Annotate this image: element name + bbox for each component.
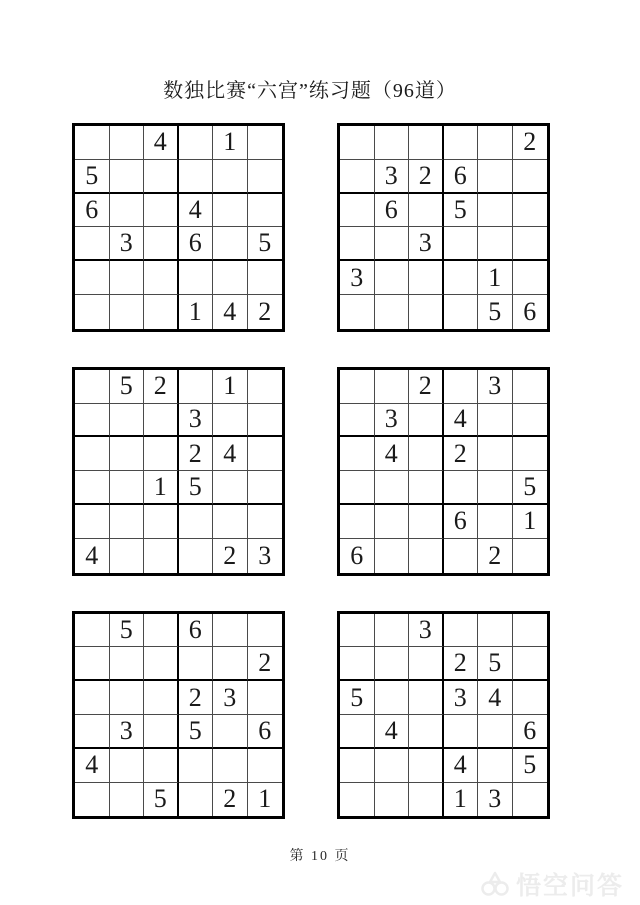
sudoku-cell xyxy=(513,404,548,438)
sudoku-cell xyxy=(340,614,375,648)
sudoku-cell: 5 xyxy=(179,715,214,749)
sudoku-cell xyxy=(144,404,179,438)
sudoku-cell xyxy=(375,783,410,817)
sudoku-cell xyxy=(478,227,513,261)
sudoku-cell xyxy=(513,647,548,681)
sudoku-cell xyxy=(444,295,479,329)
sudoku-cell xyxy=(213,505,248,539)
sudoku-cell xyxy=(75,437,110,471)
sudoku-cell xyxy=(75,227,110,261)
sudoku-cell xyxy=(144,437,179,471)
sudoku-cell xyxy=(375,295,410,329)
sudoku-cell: 1 xyxy=(213,126,248,160)
sudoku-cell: 5 xyxy=(179,471,214,505)
sudoku-cell: 4 xyxy=(75,749,110,783)
sudoku-cell: 6 xyxy=(248,715,283,749)
sudoku-cell xyxy=(513,539,548,573)
sudoku-cell xyxy=(444,715,479,749)
sudoku-cell xyxy=(444,471,479,505)
sudoku-cell xyxy=(213,614,248,648)
sudoku-cell xyxy=(75,681,110,715)
sudoku-cell: 3 xyxy=(478,370,513,404)
sudoku-cell xyxy=(478,749,513,783)
sudoku-cell xyxy=(144,160,179,194)
sudoku-cell: 4 xyxy=(213,437,248,471)
sudoku-cell: 2 xyxy=(444,647,479,681)
sudoku-cell xyxy=(75,404,110,438)
sudoku-cell xyxy=(179,160,214,194)
sudoku-cell xyxy=(375,647,410,681)
sudoku-cell xyxy=(375,261,410,295)
sudoku-cell xyxy=(444,539,479,573)
sudoku-cell xyxy=(248,681,283,715)
sudoku-cell xyxy=(444,261,479,295)
sudoku-cell xyxy=(248,370,283,404)
sudoku-cell xyxy=(110,261,145,295)
sudoku-cell xyxy=(144,647,179,681)
sudoku-cell: 2 xyxy=(213,783,248,817)
sudoku-cell xyxy=(144,749,179,783)
sudoku-cell xyxy=(375,126,410,160)
sudoku-cell xyxy=(75,261,110,295)
sudoku-cell xyxy=(248,749,283,783)
sudoku-cell xyxy=(478,505,513,539)
sudoku-cell: 6 xyxy=(444,505,479,539)
page-number: 第 10 页 xyxy=(289,849,351,864)
sudoku-cell xyxy=(409,783,444,817)
sudoku-cell: 6 xyxy=(444,160,479,194)
sudoku-cell: 1 xyxy=(478,261,513,295)
sudoku-cell xyxy=(340,647,375,681)
sudoku-cell xyxy=(110,647,145,681)
sudoku-cell xyxy=(179,783,214,817)
sudoku-cell: 2 xyxy=(409,160,444,194)
sudoku-cell xyxy=(248,194,283,228)
sudoku-cell: 5 xyxy=(144,783,179,817)
sudoku-cell: 3 xyxy=(110,715,145,749)
sudoku-cell xyxy=(478,715,513,749)
sudoku-cell: 3 xyxy=(409,227,444,261)
sudoku-cell: 2 xyxy=(409,370,444,404)
sudoku-cell xyxy=(340,126,375,160)
sudoku-cell: 5 xyxy=(513,749,548,783)
sudoku-cell xyxy=(75,471,110,505)
sudoku-cell: 1 xyxy=(513,505,548,539)
sudoku-cell xyxy=(248,437,283,471)
sudoku-cell xyxy=(513,261,548,295)
sudoku-cell: 3 xyxy=(340,261,375,295)
sudoku-cell xyxy=(213,715,248,749)
sudoku-cell xyxy=(144,715,179,749)
sudoku-cell: 4 xyxy=(444,749,479,783)
sudoku-cell xyxy=(144,614,179,648)
sudoku-cell: 3 xyxy=(478,783,513,817)
sudoku-cell xyxy=(409,295,444,329)
watermark-text: 悟空问答 xyxy=(515,873,624,900)
sudoku-cell xyxy=(478,404,513,438)
sudoku-cell xyxy=(340,295,375,329)
sudoku-cell xyxy=(179,539,214,573)
sudoku-cell: 6 xyxy=(340,539,375,573)
sudoku-cell: 2 xyxy=(478,539,513,573)
sudoku-cell: 1 xyxy=(258,784,272,814)
sudoku-cell xyxy=(375,681,410,715)
sudoku-cell xyxy=(144,681,179,715)
sudoku-cell: 2 xyxy=(144,370,179,404)
sudoku-cell: 5 xyxy=(110,614,145,648)
sudoku-cell xyxy=(340,437,375,471)
sudoku-grid-2 xyxy=(337,123,550,332)
sudoku-cell xyxy=(248,471,283,505)
sudoku-cell xyxy=(110,681,145,715)
sudoku-cell: 2 xyxy=(179,437,214,471)
page-title: 数独比赛“六宫”练习题（96道） xyxy=(163,80,457,102)
sudoku-cell: 6 xyxy=(523,296,537,326)
sudoku-cell xyxy=(409,126,444,160)
sudoku-grid-3 xyxy=(72,367,285,576)
sudoku-cell xyxy=(110,539,145,573)
sudoku-cell xyxy=(375,505,410,539)
sudoku-cell xyxy=(340,505,375,539)
sudoku-grid-6 xyxy=(337,611,550,820)
sudoku-cell: 5 xyxy=(75,160,110,194)
sudoku-cell xyxy=(75,647,110,681)
sudoku-cell: 5 xyxy=(340,681,375,715)
sudoku-cell xyxy=(409,437,444,471)
sudoku-cell xyxy=(478,160,513,194)
sudoku-cell xyxy=(144,261,179,295)
sudoku-cell xyxy=(110,749,145,783)
sudoku-cell xyxy=(478,194,513,228)
sudoku-cell xyxy=(340,783,375,817)
sudoku-cell: 5 xyxy=(513,471,548,505)
sudoku-cell xyxy=(110,471,145,505)
sudoku-cell: 6 xyxy=(513,715,548,749)
sudoku-cell xyxy=(513,783,548,817)
sudoku-cell xyxy=(75,614,110,648)
sudoku-cell xyxy=(513,370,548,404)
sudoku-cell: 4 xyxy=(375,715,410,749)
sudoku-cell xyxy=(213,749,248,783)
sudoku-cell: 3 xyxy=(375,404,410,438)
sudoku-cell xyxy=(409,715,444,749)
sudoku-cell: 5 xyxy=(478,647,513,681)
sudoku-cell xyxy=(375,471,410,505)
sudoku-cell xyxy=(478,437,513,471)
sudoku-cell xyxy=(248,614,283,648)
sudoku-cell xyxy=(75,126,110,160)
sudoku-cell: 3 xyxy=(213,681,248,715)
sudoku-cell xyxy=(513,614,548,648)
sudoku-cell xyxy=(179,261,214,295)
sudoku-cell xyxy=(213,404,248,438)
sudoku-cell: 6 xyxy=(375,194,410,228)
sudoku-cell: 2 xyxy=(258,296,272,326)
sudoku-grid-1 xyxy=(72,123,285,332)
sudoku-cell: 4 xyxy=(478,681,513,715)
sudoku-cell: 2 xyxy=(248,647,283,681)
sudoku-cell xyxy=(144,295,179,329)
sudoku-cell: 4 xyxy=(375,437,410,471)
sudoku-cell xyxy=(213,471,248,505)
sudoku-cell xyxy=(248,505,283,539)
sudoku-cell: 5 xyxy=(444,194,479,228)
sudoku-cell xyxy=(444,126,479,160)
sudoku-cell xyxy=(248,261,283,295)
sudoku-cell: 6 xyxy=(179,614,214,648)
sudoku-cell: 1 xyxy=(144,471,179,505)
sudoku-cell: 2 xyxy=(444,437,479,471)
sudoku-cell: 4 xyxy=(213,295,248,329)
sudoku-cell: 6 xyxy=(75,194,110,228)
sudoku-cell xyxy=(248,160,283,194)
sudoku-cell xyxy=(213,160,248,194)
sudoku-cell xyxy=(144,227,179,261)
sudoku-cell xyxy=(444,370,479,404)
sudoku-cell xyxy=(375,539,410,573)
sudoku-cell: 4 xyxy=(144,126,179,160)
sudoku-cell xyxy=(478,471,513,505)
sudoku-cell xyxy=(75,783,110,817)
sudoku-cell: 4 xyxy=(75,539,110,573)
sudoku-cell xyxy=(375,370,410,404)
sudoku-cell xyxy=(409,471,444,505)
sudoku-cell: 4 xyxy=(444,404,479,438)
sudoku-cell xyxy=(75,505,110,539)
sudoku-cell xyxy=(340,715,375,749)
wukong-logo-icon xyxy=(479,870,511,898)
sudoku-cell xyxy=(110,194,145,228)
sudoku-cell xyxy=(144,539,179,573)
sudoku-cell: 2 xyxy=(213,539,248,573)
sudoku-cell: 3 xyxy=(179,404,214,438)
sudoku-cell: 5 xyxy=(110,370,145,404)
sudoku-cell xyxy=(110,783,145,817)
sudoku-cell xyxy=(144,194,179,228)
sudoku-cell xyxy=(375,614,410,648)
sudoku-cell: 3 xyxy=(409,614,444,648)
sudoku-cell xyxy=(75,370,110,404)
sudoku-cell xyxy=(375,227,410,261)
sudoku-cell xyxy=(248,126,283,160)
sudoku-cell xyxy=(213,194,248,228)
sudoku-cell xyxy=(513,160,548,194)
sudoku-cell xyxy=(340,370,375,404)
sudoku-cell xyxy=(213,647,248,681)
sudoku-grid-5 xyxy=(72,611,285,820)
sudoku-cell xyxy=(179,749,214,783)
sudoku-cell xyxy=(179,505,214,539)
sudoku-cell xyxy=(110,505,145,539)
sudoku-cell: 6 xyxy=(179,227,214,261)
sudoku-cell xyxy=(513,194,548,228)
sudoku-cell xyxy=(478,614,513,648)
sudoku-cell xyxy=(513,681,548,715)
sudoku-cell: 3 xyxy=(258,540,272,570)
sudoku-cell xyxy=(444,227,479,261)
sudoku-cell xyxy=(340,749,375,783)
sudoku-cell xyxy=(144,505,179,539)
sudoku-cell xyxy=(75,295,110,329)
sudoku-cell: 5 xyxy=(478,295,513,329)
sudoku-cell xyxy=(213,261,248,295)
sudoku-cell xyxy=(340,160,375,194)
sudoku-cell xyxy=(179,370,214,404)
sudoku-cell xyxy=(213,227,248,261)
sudoku-cell xyxy=(110,404,145,438)
sudoku-cell xyxy=(409,505,444,539)
sudoku-cell xyxy=(179,647,214,681)
sudoku-cell: 5 xyxy=(248,227,283,261)
sudoku-cell xyxy=(340,194,375,228)
sudoku-cell xyxy=(478,126,513,160)
sudoku-cell xyxy=(409,539,444,573)
puzzle-grid-container xyxy=(72,123,550,819)
sudoku-cell: 3 xyxy=(110,227,145,261)
sudoku-cell xyxy=(340,471,375,505)
sudoku-cell: 3 xyxy=(444,681,479,715)
sudoku-cell xyxy=(340,404,375,438)
sudoku-cell xyxy=(409,749,444,783)
sudoku-cell xyxy=(409,404,444,438)
sudoku-cell xyxy=(409,194,444,228)
sudoku-cell xyxy=(409,647,444,681)
watermark xyxy=(479,866,624,902)
sudoku-cell: 4 xyxy=(179,194,214,228)
sudoku-cell xyxy=(110,126,145,160)
sudoku-cell xyxy=(110,295,145,329)
sudoku-cell: 2 xyxy=(513,126,548,160)
sudoku-cell: 2 xyxy=(179,681,214,715)
sudoku-cell xyxy=(340,227,375,261)
sudoku-cell xyxy=(110,160,145,194)
sudoku-cell xyxy=(110,437,145,471)
sudoku-cell: 1 xyxy=(444,783,479,817)
sudoku-cell xyxy=(444,614,479,648)
sudoku-cell xyxy=(409,681,444,715)
sudoku-cell xyxy=(513,227,548,261)
sudoku-grid-4 xyxy=(337,367,550,576)
sudoku-cell xyxy=(513,437,548,471)
sudoku-cell xyxy=(179,126,214,160)
sudoku-cell: 3 xyxy=(375,160,410,194)
sudoku-cell xyxy=(409,261,444,295)
sudoku-cell: 1 xyxy=(179,295,214,329)
sudoku-cell xyxy=(248,404,283,438)
sudoku-cell: 1 xyxy=(213,370,248,404)
sudoku-cell xyxy=(375,749,410,783)
sudoku-cell xyxy=(75,715,110,749)
